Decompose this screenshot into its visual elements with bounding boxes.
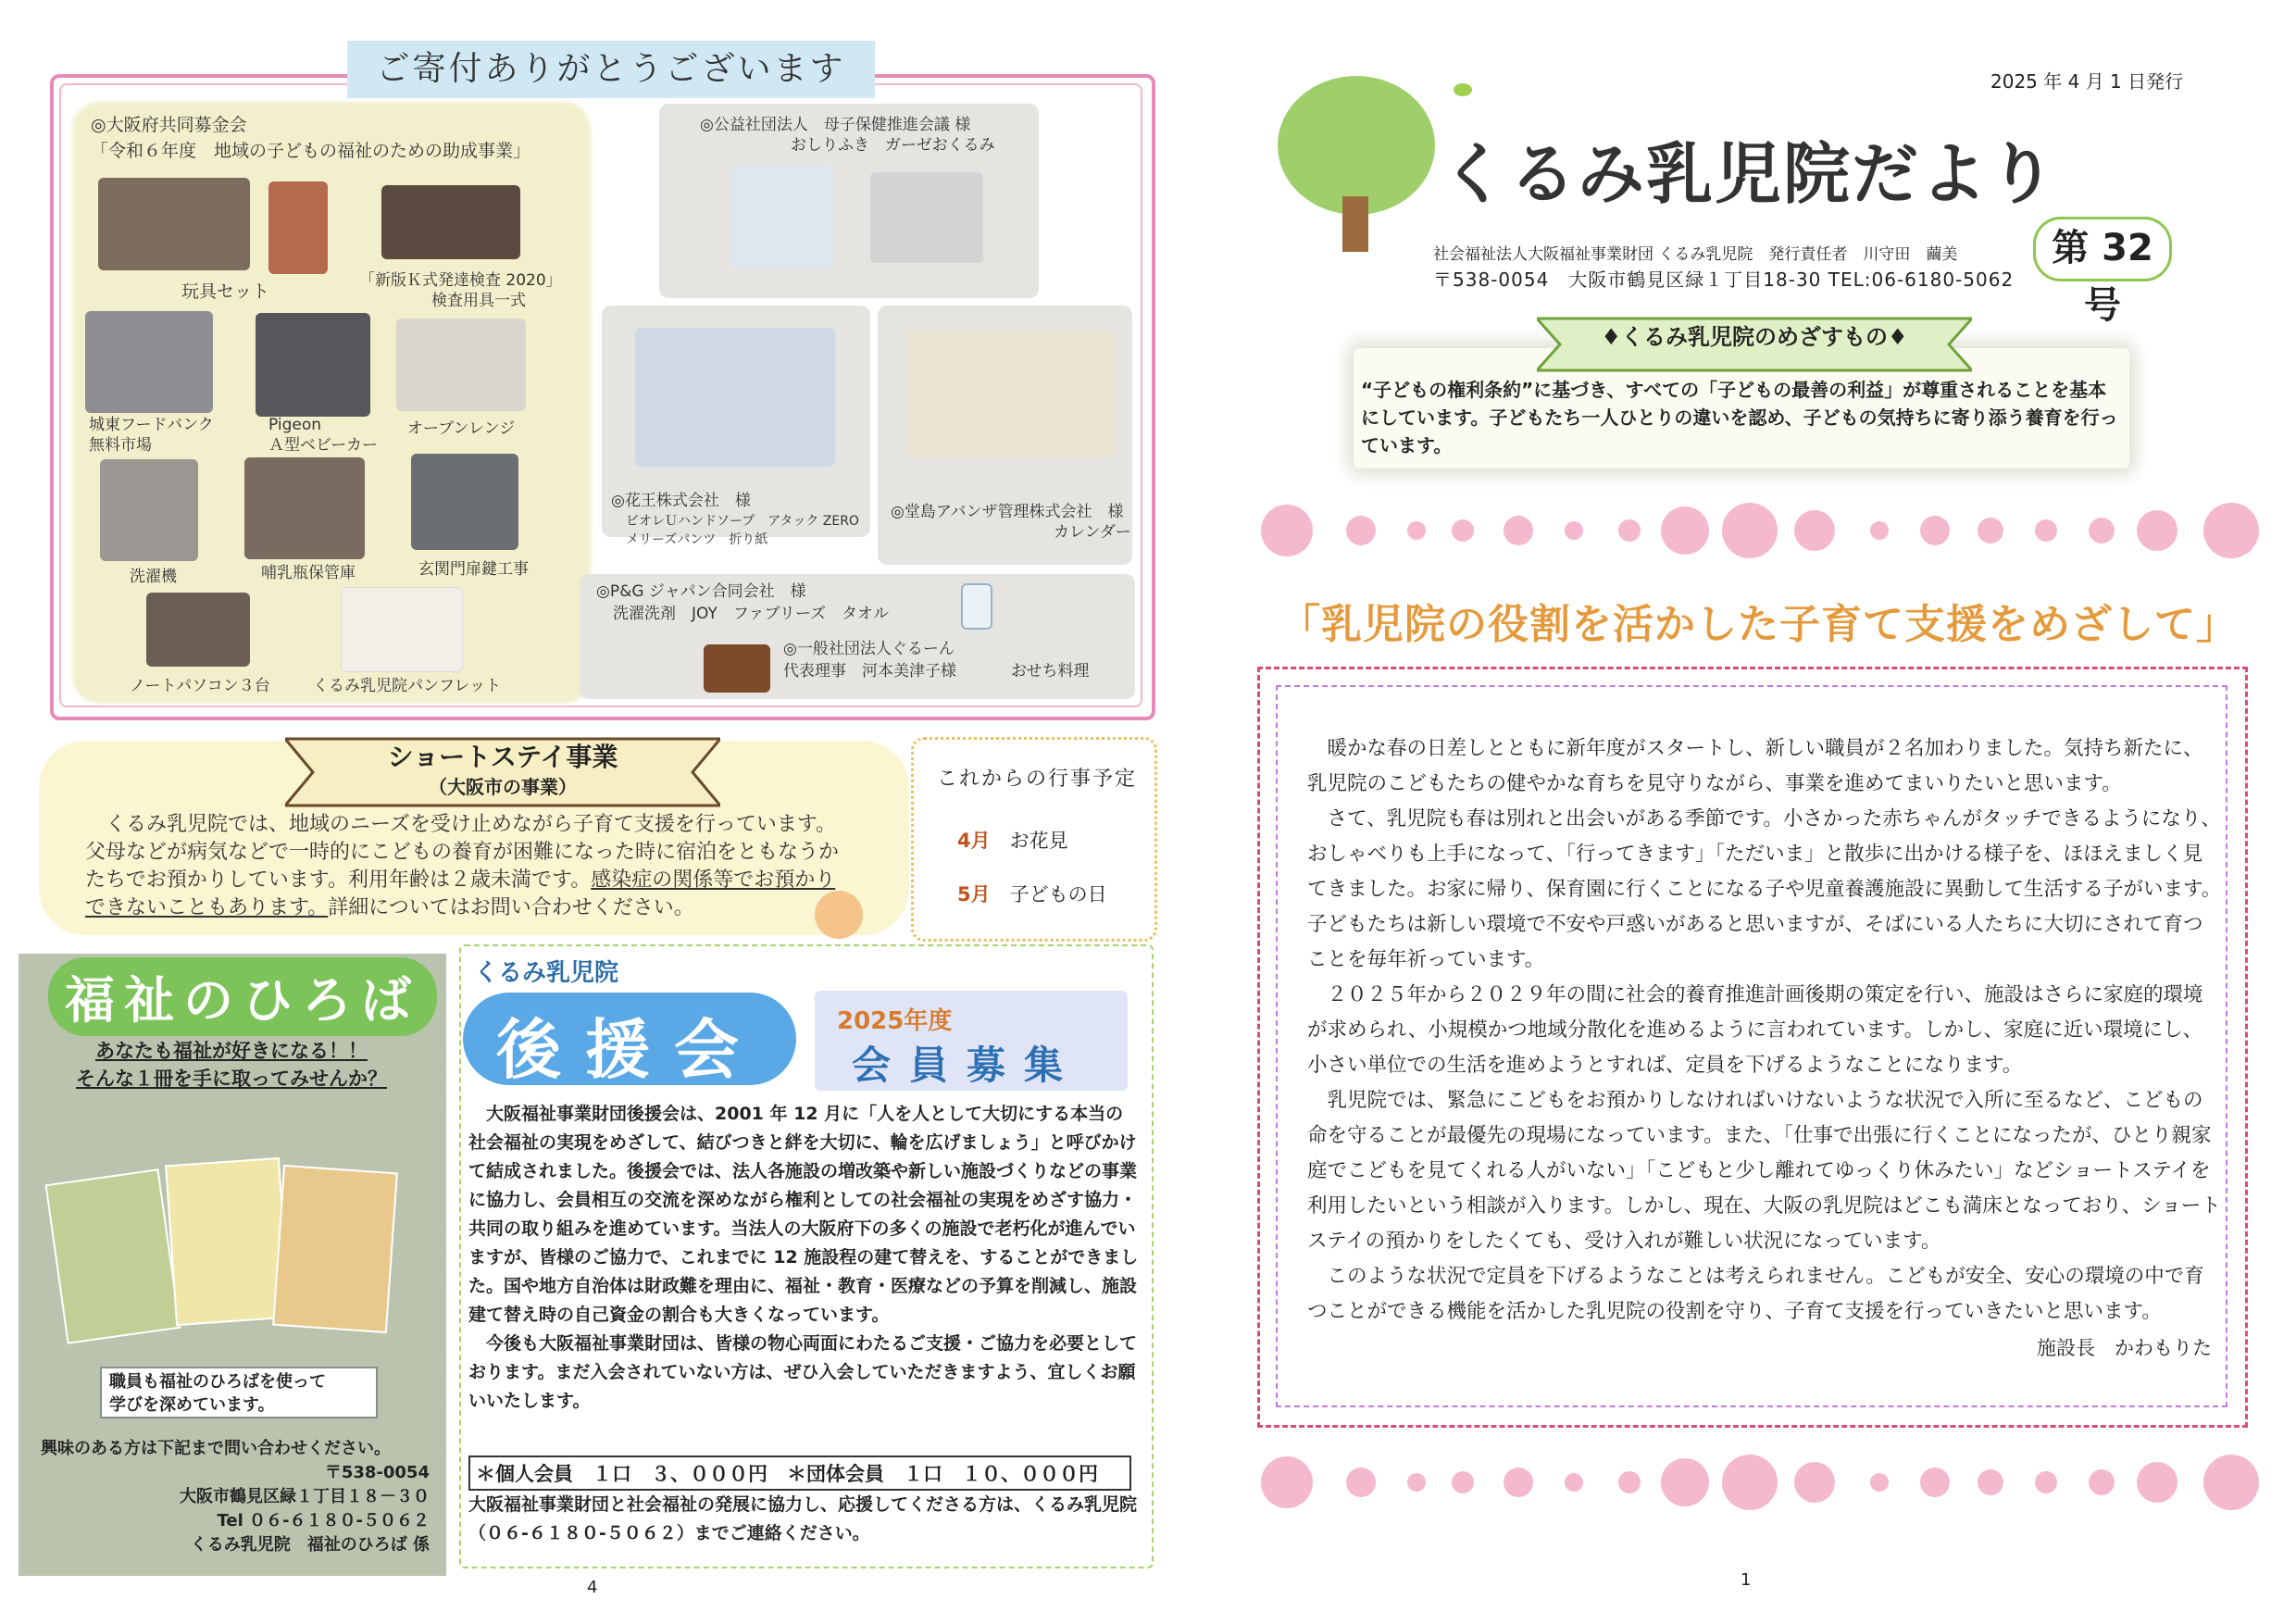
message-paragraph-4: 乳児院では、緊急にこどもをお預かりしなければいけないような状況で入所に至るなど、こどもの命を守ることが最優先の現場になっています。また、「仕事で出張に行くことになったが、ひとり親家庭でこどもを見てくれる人がいない」「こどもと少し離れてゆっくり休みたい」などショートステイを利用したいという相談が入ります。しかし、現在、大阪の乳児院はどこも満床となっており、ショートステイの預かりをしたくても、受け入れが難しい状況になっています。 [1307, 1089, 2221, 1253]
welfare-plaza-note [100, 1367, 378, 1418]
toys-photo [98, 178, 250, 270]
short-stay-title: ショートステイ事業 [387, 742, 618, 772]
gauze-photo [870, 172, 983, 263]
dojima-donor: ◎堂島アバンザ管理株式会社 様 [891, 503, 1124, 521]
pamphlet-photo [341, 587, 463, 672]
bottle-storage-label: 哺乳瓶保管庫 [261, 564, 356, 582]
welfare-plaza-tagline-2: そんな１冊を手に取ってみせんか？ [76, 1068, 387, 1090]
boshi-items: おしりふき ガーゼおくるみ [791, 136, 995, 155]
supporters-org: くるみ乳児院 [474, 959, 619, 987]
supporters-recruit: 会員募集 [852, 1043, 1082, 1088]
dojima-items: カレンダー [1054, 523, 1131, 542]
mountain-boy-icon [815, 891, 863, 939]
magazine-cover-3 [272, 1165, 398, 1333]
supporters-body-1: 大阪福祉事業財団後援会は、2001 年 12 月に「人を人として大切にする本当の社会福祉の実現をめざして、結びつきと絆を大切に、輪を広げましょう」と呼びかけて結成されました。後援会では、法人各施設の増改築や新しい施設づくりなどの事業に協力し、会員相互の交流を深めながら権利としての社会福祉の実現をめざす協力・共同の取り組みを進めています。当法人の大阪府下の多くの施設で老朽化が進んでいますが、皆様のご協力で、これまでに 12 施設程の建て替えを、することができました。国や地方自治体は財政難を理由に、福祉・教育・医療などの予算を削減し、施設建て替え時の自己資金の割合も大きくなっています。 [468, 1104, 1139, 1325]
toys-photo-2 [268, 181, 328, 274]
address-line: 〒538-0054 大阪市鶴見区緑１丁目18-30 TEL:06-6180-5062 [1433, 269, 2015, 291]
kit-label-2: 検査用具一式 [431, 292, 526, 310]
foodbank-photo [85, 311, 213, 413]
short-stay-line-4a: できないこともあります。 [85, 896, 329, 919]
magazine-cover-1 [44, 1168, 181, 1344]
short-stay-line-3 [85, 867, 887, 894]
short-stay-line-1: くるみ乳児院では、地域のニーズを受け止めながら子育て支援を行っています。 [106, 813, 837, 836]
toys-label: 玩具セット [181, 281, 270, 302]
short-stay-line-3b: 感染症の関係等でお預かり [591, 868, 836, 892]
message-paragraph-3: ２０２５年から２０２９年の間に社会的養育推進計画後期の策定を行い、施設はさらに家庭的環境が求められ、小規模かつ地域分散化を進めるように言われています。しかし、家庭に近い環境にし、小さい単位での生活を進めようとすれば、定員を下げるようなことになります。 [1307, 983, 2203, 1077]
contact-address: 大阪市鶴見区緑１丁目１８－３０ [180, 1487, 430, 1506]
wipes-photo [731, 167, 833, 269]
main-headline: 「乳児院の役割を活かした子育て支援をめざして」 [1279, 601, 2238, 648]
gurun-rep: 代表理事 河本美津子様 [783, 662, 956, 681]
foodbank-label-1: 城東フードバンク [89, 416, 214, 434]
door-photo [411, 454, 518, 550]
supporters-title: 後援会 [496, 1012, 763, 1088]
issue-number: 第 32 号 [2033, 217, 2172, 281]
message-paragraph-5: このような状況で定員を下げるようなことは考えられません。こどもが安全、安心の環境の中で育つことができる機能を活かした乳児院の役割を守り、子育て支援を行っていきたいと思います。 [1307, 1265, 2204, 1323]
supporters-footer: 大阪福祉事業財団と社会福祉の発展に協力し、応援してくださる方は、くるみ乳児院（０６-６１８０-５０６２）までご連絡ください。 [468, 1494, 1138, 1543]
oven-label: オーブンレンジ [407, 419, 516, 438]
gurun-items: おせち料理 [1011, 662, 1090, 681]
issue-date: 2025 年 4 月 1 日発行 [1990, 70, 2184, 93]
welfare-plaza-title: 福祉のひろば [48, 957, 437, 1036]
contact-postal: 〒538-0054 [324, 1463, 430, 1482]
sakura-border-bottom [1250, 1441, 2268, 1524]
supporters-body [468, 1100, 1139, 1416]
short-stay-line-4 [85, 894, 887, 922]
kao-products-photo [635, 328, 835, 467]
pg-items: 洗濯洗剤 JOY ファブリーズ タオル [613, 605, 889, 623]
bird-icon [1454, 83, 1472, 96]
boshi-donor: ◎公益社団法人 母子保健推進会議 様 [700, 116, 971, 134]
door-label: 玄関門扉鍵工事 [418, 560, 529, 579]
magazine-cover-2 [165, 1157, 291, 1326]
event-month-1: 4月 [957, 830, 991, 852]
short-stay-line-3a: たちでお預かりしています。利用年齢は２歳未満です。 [85, 868, 592, 892]
newsletter-title: くるみ乳児院だより [1441, 135, 2058, 213]
event-item-1 [957, 826, 1068, 854]
director-message [1307, 731, 2222, 1330]
supporters-body-2: 今後も大阪福祉事業財団は、皆様の物心両面にわたるご支援・ご協力を必要としております。まだ入会されていない方は、ぜひ入会していただきますよう、宜しくお願いいたします。 [468, 1333, 1138, 1411]
bottle-storage-photo [244, 457, 365, 559]
event-item-2 [957, 880, 1107, 907]
event-name-2: 子どもの日 [1009, 883, 1107, 906]
welfare-plaza-contact [41, 1437, 430, 1557]
contact-tel: Tel ０６-６１８０-５０６２ [217, 1511, 430, 1530]
gurun-donor: ◎一般社団法人ぐるーん [783, 640, 955, 658]
welfare-plaza-note-1: 職員も福祉のひろばを使って [109, 1372, 326, 1392]
short-stay-line-4b: 詳細についてはお問い合わせください。 [328, 896, 694, 919]
pg-donor: ◎P&G ジャパン合同会社 様 [596, 582, 806, 601]
kao-donor: ◎花王株式会社 様 [611, 492, 751, 510]
supporters-year: 2025年度 [837, 1007, 953, 1035]
laptop-label: ノートパソコン３台 [130, 677, 270, 695]
osaka-fund-project: 「令和６年度 地域の子どもの福祉のための助成事業」 [91, 141, 531, 161]
kit-label-1: 「新版Ｋ式発達検査 2020」 [359, 271, 562, 290]
detergent-icon [961, 583, 992, 630]
supporters-recruit-box [815, 991, 1128, 1091]
event-name-1: お花見 [1009, 830, 1068, 852]
osaka-fund-donor: ◎大阪府共同募金会 [91, 115, 247, 135]
pamphlet-label: くるみ乳児院パンフレット [313, 677, 502, 695]
oven-photo [396, 319, 526, 411]
contact-dept: くるみ乳児院 福祉のひろば 係 [190, 1535, 430, 1555]
pigeon-label-1: Pigeon [268, 416, 322, 434]
calendar-photo [907, 330, 1115, 457]
page-number-left: 4 [587, 1578, 598, 1597]
short-stay-subtitle: （大阪市の事業） [429, 776, 577, 798]
pigeon-label-2: Ａ型ベビーカー [268, 436, 378, 455]
message-paragraph-2: さて、乳児院も春は別れと出会いがある季節です。小さかった赤ちゃんがタッチできるようになり、おしゃべりも上手になって、「行ってきます」「ただいま」と散歩に出かける様子を、ほほえましく見てきました。お家に帰り、保育園に行くことになる子や児童養護施設に異動して生活する子がいます。子どもたちは新しい環境で不安や戸惑いがあると思いますが、そばにいる人たちに大切にされて育つことを毎年祈っています。 [1307, 807, 2222, 971]
short-stay-line-2: 父母などが病気などで一時的にこどもの養育が困難になった時に宿泊をともなうか [85, 841, 840, 864]
message-paragraph-1: 暖かな春の日差しとともに新年度がスタートし、新しい職員が２名加わりました。気持ち新たに、乳児院のこどもたちの健やかな育ちを見守りながら、事業を進めてまいりたいと思います。 [1307, 737, 2203, 795]
osechi-icon [704, 644, 770, 693]
laptop-photo [146, 593, 250, 667]
contact-intro: 興味のある方は下記まで問い合わせください。 [41, 1439, 391, 1458]
welfare-plaza-tagline-1: あなたも福祉が好きになる！！ [95, 1040, 368, 1062]
message-signature: 施設長 かわもりた [2037, 1337, 2212, 1359]
kao-items-1: ビオレＵハンドソープ アタック ZERO [626, 514, 859, 529]
washer-photo [100, 459, 198, 561]
publisher-line: 社会福祉法人大阪福祉事業財団 くるみ乳児院 発行責任者 川守田 繭美 [1433, 245, 1958, 264]
sakura-border-top [1250, 489, 2268, 572]
welfare-plaza-note-2: 学びを深めています。 [109, 1395, 275, 1415]
test-kit-photo [381, 185, 520, 259]
stroller-photo [256, 313, 370, 417]
welfare-plaza-tagline [37, 1037, 426, 1093]
donation-title: ご寄付ありがとうございます [347, 41, 875, 98]
event-month-2: 5月 [957, 883, 991, 906]
kao-items-2: メリーズパンツ 折り紙 [626, 532, 768, 547]
welfare-plaza-title-box [48, 957, 437, 1031]
events-title: これからの行事予定 [937, 768, 1138, 791]
supporters-fee: ＊個人会員 １口 ３、０００円 ＊団体会員 １口 １０、０００円 [468, 1455, 1131, 1491]
washer-label: 洗濯機 [130, 568, 177, 586]
supporters-title-box [463, 987, 815, 1089]
short-stay-body [85, 811, 887, 922]
tree-logo [1278, 76, 1435, 252]
aim-title: ♦くるみ乳児院のめざすもの♦ [1601, 324, 1908, 350]
aim-text: “子どもの権利条約”に基づき、すべての「子どもの最善の利益」が尊重されることを基本にしています。子どもたち一人ひとりの違いを認め、子どもの気持ちに寄り添う養育を行っています。 [1361, 379, 2118, 456]
page-number-right: 1 [1741, 1570, 1752, 1590]
foodbank-label-2: 無料市場 [89, 436, 152, 455]
